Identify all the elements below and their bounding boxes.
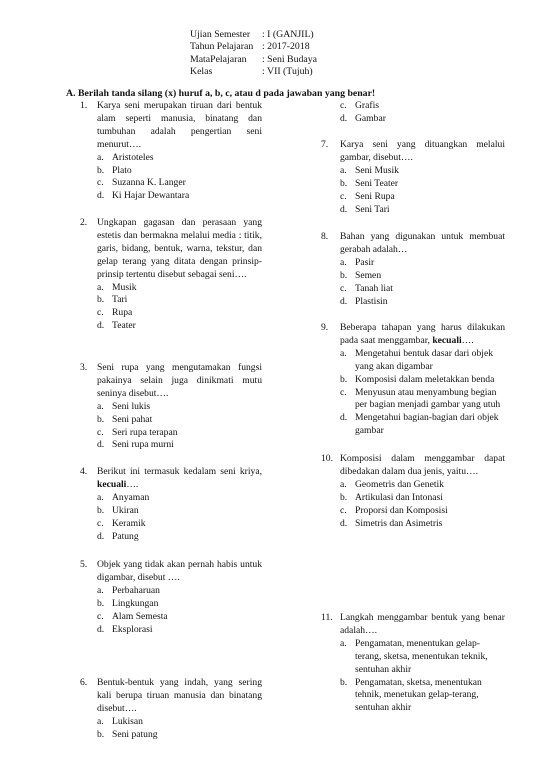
option-d[interactable]: d. Eksplorasi — [97, 623, 153, 635]
option-d[interactable]: d. Plastisin — [340, 295, 388, 307]
section-instruction: A. Berilah tanda silang (x) huruf a, b, c, atau d pada jawaban yang benar! — [66, 88, 376, 99]
option-c[interactable]: c. Grafis — [340, 100, 379, 111]
question-1: 1. Karya seni merupakan tiruan dari bentuk alam seperti manusia, binatang dan tumbuhan adalah pengertian seni menurut…. a. Aristoteles b. Plato c. Suzanna K. Langer d. Ki Hajar Dewantara — [80, 100, 262, 202]
option-d[interactable]: d. Mengetahui bagian-bagian dari objek gambar — [340, 412, 499, 437]
option-a[interactable]: a. Musik — [97, 281, 137, 293]
question-8: 8. Bahan yang digunakan untuk membuat gerabah adalah… a. Pasir b. Semen c. Tanah liat d. Plastisin — [321, 231, 505, 307]
exam-header — [190, 29, 317, 79]
option-b[interactable]: b. Seni Teater — [340, 177, 399, 189]
option-a[interactable]: a. Seni lukis — [97, 400, 151, 412]
option-c[interactable]: c. Suzanna K. Langer — [97, 177, 186, 189]
header-row-subject: MataPelajaran : Seni Budaya — [190, 53, 317, 65]
option-a[interactable]: a. Geometris dan Genetik — [340, 478, 444, 490]
option-b[interactable]: b. Plato — [97, 164, 132, 176]
question-7: 7. Karya seni yang dituangkan melalui gambar, disebut…. a. Seni Musik b. Seni Teater c. Seni Rupa d. Seni Tari — [321, 139, 505, 215]
option-b[interactable]: b. Ukiran — [97, 504, 139, 516]
option-d[interactable]: d. Patung — [97, 530, 139, 542]
option-b[interactable]: b. Pengamatan, sketsa, menentukan tehnik, menetukan gelap-terang, sentuhan akhir — [340, 676, 482, 714]
option-a[interactable]: a. Anyaman — [97, 491, 150, 503]
option-a[interactable]: a. Mengetahui bentuk dasar dari objek yang akan digambar — [340, 347, 493, 372]
question-text: Bahan yang digunakan untuk membuat gerabah adalah… — [340, 231, 505, 255]
option-c[interactable]: c. Rupa — [97, 307, 133, 319]
option-a[interactable]: a. Aristoteles — [97, 151, 154, 163]
option-a[interactable]: a. Seni Musik — [340, 164, 399, 176]
option-c[interactable]: c. Alam Semesta — [97, 610, 168, 622]
option-c[interactable]: c. Seni Rupa — [340, 190, 395, 202]
option-a[interactable]: a. Perbaharuan — [97, 584, 160, 596]
question-2: 2. Ungkapan gagasan dan perasaan yang estetis dan bermakna melalui media : titik, garis, bidang, bentuk, warna, tekstur, dan gelap terang yang ditata dengan prinsip-prinsip tertentu disebut sebagai seni…. a. Musik b. Tari c. Rupa d. Teater — [80, 217, 262, 332]
question-5: 5. Objek yang tidak akan pernah habis untuk digambar, disebut …. a. Perbaharuan b. Lingkungan c. Alam Semesta d. Eksplorasi — [80, 559, 262, 635]
question-text: Ungkapan gagasan dan perasaan yang estetis dan bermakna melalui media : titik, garis, bidang, bentuk, warna, tekstur, dan gelap terang yang ditata dengan prinsip-prinsip tertentu disebut sebagai seni…. — [97, 217, 262, 280]
question-text: Objek yang tidak akan pernah habis untuk digambar, disebut …. — [97, 559, 262, 583]
option-b[interactable]: b. Tari — [97, 294, 128, 306]
option-c[interactable]: c. Keramik — [97, 517, 146, 529]
header-row-semester: Ujian Semester : I (GANJIL) — [190, 29, 314, 40]
option-b[interactable]: b. Seni patung — [97, 728, 158, 740]
question-text: Seni rupa yang mengutamakan fungsi pakainya selain juga dinikmati mutu seninya disebut…. — [97, 362, 262, 399]
question-4: 4. Berikut ini termasuk kedalam seni kriya, kecuali…. a. Anyaman b. Ukiran c. Keramik d. Patung — [80, 466, 262, 542]
option-a[interactable]: a. Pasir — [340, 256, 375, 268]
option-d[interactable]: d. Ki Hajar Dewantara — [97, 190, 190, 202]
option-b[interactable]: b. Seni pahat — [97, 413, 153, 425]
option-a[interactable]: a. Lukisan — [97, 715, 143, 727]
header-row-class: Kelas : VII (Tujuh) — [190, 66, 313, 78]
question-text: Karya seni yang dituangkan melalui gambar, disebut…. — [340, 139, 505, 163]
option-b[interactable]: b. Artikulasi dan Intonasi — [340, 491, 443, 503]
option-d[interactable]: d. Seni rupa murni — [97, 439, 174, 451]
option-c[interactable]: c. Proporsi dan Komposisi — [340, 504, 448, 516]
question-6-continued — [323, 100, 505, 126]
option-d[interactable]: d. Seni Tari — [340, 203, 390, 215]
option-d[interactable]: d. Gambar — [340, 112, 386, 124]
question-text: Bentuk-bentuk yang indah, yang sering kali berupa tiruan manusia dan binatang disebut…. — [97, 677, 262, 714]
question-6: 6. Bentuk-bentuk yang indah, yang sering kali berupa tiruan manusia dan binatang disebut…. a. Lukisan b. Seni patung — [80, 677, 262, 740]
question-text: Karya seni merupakan tiruan dari bentuk alam seperti manusia, binatang dan tumbuhan adalah pengertian seni menurut…. — [97, 100, 262, 150]
option-c[interactable]: c. Tanah liat — [340, 282, 393, 294]
option-b[interactable]: b. Lingkungan — [97, 597, 159, 609]
question-10: 10. Komposisi dalam menggambar dapat dibedakan dalam dua jenis, yaitu…. a. Geometris dan Genetik b. Artikulasi dan Intonasi c. Proporsi dan Komposisi d. Simetris dan Asimetris — [321, 453, 505, 529]
question-9: 9. Beberapa tahapan yang harus dilakukan pada saat menggambar, kecuali…. a. Mengetahui bentuk dasar dari objek yang akan digambar b. Komposisi dalam meletakkan benda c. Menyusun atau menyambung begian per bagian menjadi gambar yang utuh d. Mengetahui bagian-bagian dari objek gambar — [321, 322, 505, 437]
option-c[interactable]: c. Menyusun atau menyambung begian per bagian menjadi gambar yang utuh — [340, 386, 501, 411]
option-b[interactable]: b. Komposisi dalam meletakkan benda — [340, 373, 495, 385]
option-b[interactable]: b. Semen — [340, 269, 382, 281]
option-d[interactable]: d. Simetris dan Asimetris — [340, 517, 443, 529]
question-3: 3. Seni rupa yang mengutamakan fungsi pakainya selain juga dinikmati mutu seninya disebut…. a. Seni lukis b. Seni pahat c. Seri rupa terapan d. Seni rupa murni — [80, 362, 262, 451]
option-c[interactable]: c. Seri rupa terapan — [97, 426, 178, 438]
question-text: Langkah menggambar bentuk yang benar adalah…. — [340, 612, 505, 636]
option-a[interactable]: a. Pengamatan, menentukan gelap-terang, sketsa, menentukan teknik, sentuhan akhir — [340, 637, 488, 675]
option-d[interactable]: d. Teater — [97, 320, 136, 332]
question-11: 11. Langkah menggambar bentuk yang benar adalah…. a. Pengamatan, menentukan gelap-terang, sketsa, menentukan teknik, sentuhan akhir b. Pengamatan, sketsa, menentukan tehnik, menetukan gelap-terang, sentuhan akhir — [321, 612, 505, 714]
header-row-year: Tahun Pelajaran : 2017-2018 — [190, 41, 310, 53]
question-text: Komposisi dalam menggambar dapat dibedakan dalam dua jenis, yaitu…. — [340, 453, 505, 477]
